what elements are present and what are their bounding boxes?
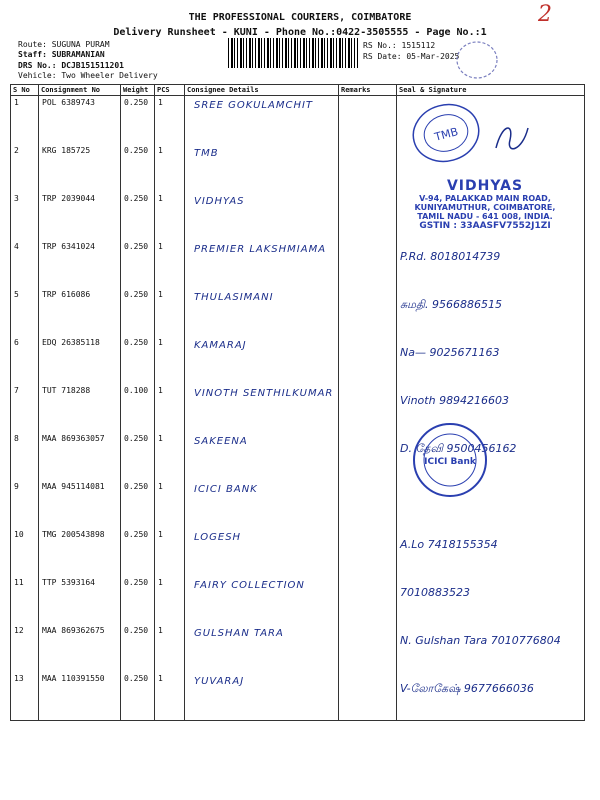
- cell-pcs: 1: [155, 432, 185, 480]
- cell-weight: 0.250: [121, 288, 155, 336]
- vidhyas-stamp-line3: TAMIL NADU - 641 008, INDIA.: [417, 212, 553, 221]
- cell-pcs: 1: [155, 384, 185, 432]
- col-remarks: Remarks: [339, 85, 397, 96]
- consignee-name: THULASIMANI: [194, 292, 274, 303]
- cell-consignment-no: MAA 869362675: [39, 624, 121, 672]
- table-row: [11, 336, 585, 384]
- table-row: [11, 672, 585, 721]
- cell-signature: D. தேவி 9500456162: [397, 432, 585, 480]
- cell-consignment-no: KRG 185725: [39, 144, 121, 192]
- cell-consignment-no: MAA 110391550: [39, 672, 121, 721]
- consignee-name: SAKEENA: [194, 436, 248, 447]
- cell-pcs: 1: [155, 96, 185, 145]
- cell-remarks: [339, 432, 397, 480]
- cell-consignee: [185, 240, 339, 288]
- col-sno: S No: [11, 85, 39, 96]
- cell-weight: 0.250: [121, 624, 155, 672]
- cell-sno: 7: [11, 384, 39, 432]
- barcode: [228, 38, 358, 68]
- cell-sno: 4: [11, 240, 39, 288]
- table-header-row: [11, 85, 585, 96]
- cell-remarks: [339, 336, 397, 384]
- tmb-seal-icon: [408, 98, 484, 168]
- table-row: [11, 480, 585, 528]
- vidhyas-stamp: [380, 178, 590, 231]
- cell-remarks: [339, 528, 397, 576]
- vehicle-label: Vehicle: Two Wheeler Delivery: [18, 71, 158, 80]
- route-label: Route: SUGUNA PURAM: [18, 40, 110, 49]
- cell-remarks: [339, 480, 397, 528]
- cell-signature: N. Gulshan Tara 7010776804: [397, 624, 585, 672]
- consignee-name: YUVARAJ: [194, 676, 245, 687]
- cell-pcs: 1: [155, 192, 185, 240]
- cell-sno: 5: [11, 288, 39, 336]
- consignee-name: ICICI BANK: [194, 484, 258, 495]
- cell-signature: சுமதி. 9566886515: [397, 288, 585, 336]
- vidhyas-stamp-line2: KUNIYAMUTHUR, COIMBATORE,: [414, 203, 556, 212]
- cell-weight: 0.250: [121, 192, 155, 240]
- rs-date: RS Date: 05-Mar-2025: [363, 52, 460, 61]
- cell-remarks: [339, 384, 397, 432]
- cell-weight: 0.250: [121, 336, 155, 384]
- cell-consignee: [185, 288, 339, 336]
- company-title: THE PROFESSIONAL COURIERS, COIMBATORE: [188, 12, 412, 23]
- cell-consignment-no: TRP 616086: [39, 288, 121, 336]
- cell-sno: 6: [11, 336, 39, 384]
- col-weight: Weight: [121, 85, 155, 96]
- cell-weight: 0.250: [121, 672, 155, 721]
- cell-sno: 1: [11, 96, 39, 145]
- cell-remarks: [339, 576, 397, 624]
- cell-consignee: [185, 528, 339, 576]
- cell-consignee: [185, 96, 339, 145]
- consignee-name: FAIRY COLLECTION: [194, 580, 305, 591]
- cell-consignee: [185, 144, 339, 192]
- consignee-name: VIDHYAS: [194, 196, 245, 207]
- cell-signature: Vinoth 9894216603: [397, 384, 585, 432]
- header-stamp-icon: [452, 38, 502, 83]
- col-pcs: PCS: [155, 85, 185, 96]
- staff-label: Staff: SUBRAMANIAN: [18, 50, 105, 59]
- cell-sno: 9: [11, 480, 39, 528]
- cell-pcs: 1: [155, 288, 185, 336]
- cell-signature: Na— 9025671163: [397, 336, 585, 384]
- cell-remarks: [339, 672, 397, 721]
- rs-number: RS No.: 1515112: [363, 41, 436, 50]
- cell-weight: 0.250: [121, 528, 155, 576]
- cell-sno: 8: [11, 432, 39, 480]
- table-row: [11, 576, 585, 624]
- consignee-name: KAMARAJ: [194, 340, 247, 351]
- consignee-name: SREE GOKULAMCHIT: [194, 100, 314, 111]
- cell-consignee: [185, 192, 339, 240]
- cell-consignment-no: TRP 6341024: [39, 240, 121, 288]
- consignee-name: TMB: [194, 148, 219, 159]
- cell-consignment-no: POL 6389743: [39, 96, 121, 145]
- cell-signature: P.Rd. 8018014739: [397, 240, 585, 288]
- table-row: [11, 624, 585, 672]
- table-row: [11, 288, 585, 336]
- cell-remarks: [339, 624, 397, 672]
- cell-sno: 13: [11, 672, 39, 721]
- cell-consignee: [185, 384, 339, 432]
- cell-sno: 11: [11, 576, 39, 624]
- cell-pcs: 1: [155, 240, 185, 288]
- cell-consignment-no: TRP 2039044: [39, 192, 121, 240]
- table-row: [11, 432, 585, 480]
- cell-consignment-no: TUT 718288: [39, 384, 121, 432]
- cell-remarks: [339, 288, 397, 336]
- consignee-name: PREMIER LAKSHMIAMA: [194, 244, 327, 255]
- cell-sno: 12: [11, 624, 39, 672]
- cell-pcs: 1: [155, 528, 185, 576]
- consignee-name: LOGESH: [194, 532, 242, 543]
- cell-sno: 10: [11, 528, 39, 576]
- cell-consignee: [185, 480, 339, 528]
- col-consignment: Consignment No: [39, 85, 121, 96]
- table-row: [11, 240, 585, 288]
- cell-weight: 0.250: [121, 432, 155, 480]
- cell-remarks: [339, 240, 397, 288]
- cell-signature: V-லோகேஷ் 9677666036: [397, 672, 585, 721]
- tmb-seal-text: TMB: [433, 125, 460, 144]
- cell-consignment-no: MAA 869363057: [39, 432, 121, 480]
- cell-consignment-no: EDQ 26385118: [39, 336, 121, 384]
- margin-note: 2: [538, 2, 552, 27]
- cell-consignment-no: MAA 945114081: [39, 480, 121, 528]
- cell-consignee: [185, 432, 339, 480]
- cell-consignee: [185, 672, 339, 721]
- tmb-signature-icon: [492, 118, 532, 160]
- vidhyas-stamp-name: VIDHYAS: [446, 178, 524, 194]
- table-row: [11, 528, 585, 576]
- cell-consignment-no: TTP 5393164: [39, 576, 121, 624]
- cell-sno: 3: [11, 192, 39, 240]
- cell-pcs: 1: [155, 624, 185, 672]
- vidhyas-stamp-gstin: GSTIN : 33AASFV7552J1ZI: [419, 221, 551, 231]
- cell-weight: 0.250: [121, 144, 155, 192]
- consignee-name: VINOTH SENTHILKUMAR: [194, 388, 334, 399]
- cell-weight: 0.250: [121, 240, 155, 288]
- cell-weight: 0.250: [121, 480, 155, 528]
- cell-signature: 7010883523: [397, 576, 585, 624]
- cell-weight: 0.250: [121, 96, 155, 145]
- col-consignee: Consignee Details: [185, 85, 339, 96]
- cell-pcs: 1: [155, 480, 185, 528]
- runsheet-title: Delivery Runsheet - KUNI - Phone No.:0422-3505555 - Page No.:1: [113, 27, 487, 38]
- cell-consignment-no: TMG 200543898: [39, 528, 121, 576]
- col-signature: Seal & Signature: [397, 85, 585, 96]
- cell-pcs: 1: [155, 576, 185, 624]
- cell-consignee: [185, 576, 339, 624]
- cell-signature: A.Lo 7418155354: [397, 528, 585, 576]
- drs-label: DRS No.: DCJB151511201: [18, 61, 124, 70]
- cell-pcs: 1: [155, 336, 185, 384]
- cell-pcs: 1: [155, 672, 185, 721]
- table-row: [11, 384, 585, 432]
- cell-pcs: 1: [155, 144, 185, 192]
- cell-consignee: [185, 624, 339, 672]
- cell-weight: 0.100: [121, 384, 155, 432]
- icici-seal-text: ICICI Bank: [424, 457, 476, 467]
- consignee-name: GULSHAN TARA: [194, 628, 284, 639]
- vidhyas-stamp-line1: V-94, PALAKKAD MAIN ROAD,: [419, 194, 551, 203]
- cell-sno: 2: [11, 144, 39, 192]
- cell-weight: 0.250: [121, 576, 155, 624]
- cell-remarks: [339, 96, 397, 145]
- cell-consignee: [185, 336, 339, 384]
- icici-seal-icon: [410, 420, 490, 500]
